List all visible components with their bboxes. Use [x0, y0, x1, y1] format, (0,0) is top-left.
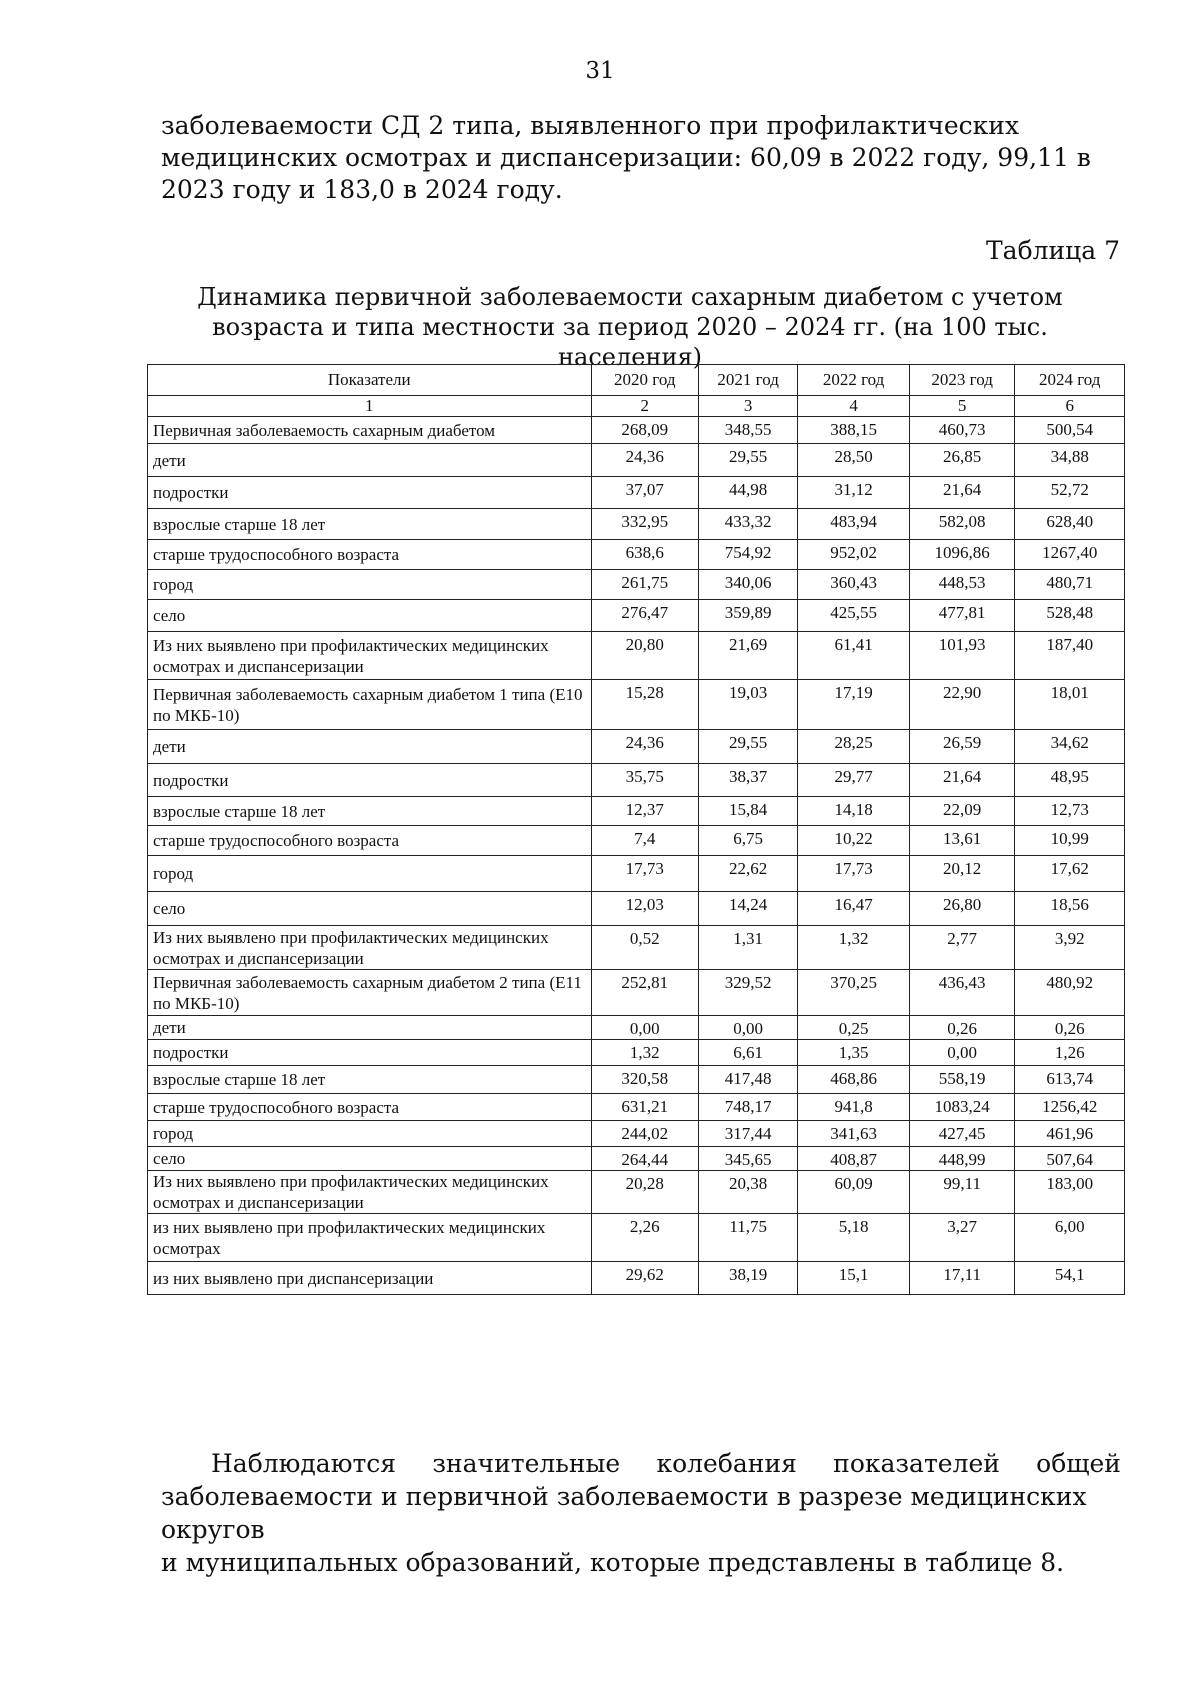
incidence-table [147, 364, 1125, 1295]
intro-paragraph: заболеваемости СД 2 типа, выявленного при профилактических медицинских осмотрах и диспансеризации: 60,09 в 2022 году, 99,11 в 2023 году и 183,0 в 2024 году. [161, 111, 1091, 204]
row-value: 20,28 [591, 1171, 699, 1214]
closing-word: показателей [833, 1449, 1000, 1478]
row-value: 558,19 [909, 1066, 1014, 1094]
page-number: 31 [585, 58, 615, 84]
row-value: 26,59 [909, 730, 1014, 764]
row-value: 748,17 [699, 1094, 798, 1121]
row-value: 19,03 [699, 680, 798, 730]
row-value: 754,92 [699, 540, 798, 570]
row-value: 613,74 [1015, 1066, 1125, 1094]
row-value: 15,84 [699, 797, 798, 826]
row-value: 18,56 [1015, 892, 1125, 926]
table-row [148, 1214, 1125, 1262]
row-value: 16,47 [798, 892, 910, 926]
row-label: село [148, 892, 592, 926]
row-value: 0,26 [909, 1016, 1014, 1040]
table-row [148, 1016, 1125, 1040]
row-value: 17,73 [798, 856, 910, 892]
closing-line-2: заболеваемости и первичной заболеваемости в разрезе медицинских округов [161, 1482, 1087, 1544]
row-value: 332,95 [591, 509, 699, 540]
row-value: 0,00 [699, 1016, 798, 1040]
row-value: 0,52 [591, 926, 699, 970]
closing-line-1 [211, 1447, 1121, 1480]
row-label: старше трудоспособного возраста [148, 826, 592, 856]
row-value: 417,48 [699, 1066, 798, 1094]
row-value: 60,09 [798, 1171, 910, 1214]
row-label: дети [148, 730, 592, 764]
row-label: взрослые старше 18 лет [148, 797, 592, 826]
row-label: из них выявлено при диспансеризации [148, 1262, 592, 1295]
row-value: 582,08 [909, 509, 1014, 540]
table-row [148, 1147, 1125, 1171]
row-value: 29,55 [699, 730, 798, 764]
row-value: 359,89 [699, 600, 798, 632]
row-label: подростки [148, 764, 592, 797]
table-row [148, 570, 1125, 600]
row-value: 21,64 [909, 764, 1014, 797]
table-row [148, 797, 1125, 826]
row-value: 52,72 [1015, 477, 1125, 509]
row-value: 26,80 [909, 892, 1014, 926]
row-value: 61,41 [798, 632, 910, 680]
row-value: 44,98 [699, 477, 798, 509]
row-value: 1,31 [699, 926, 798, 970]
table-row [148, 1121, 1125, 1147]
row-value: 38,37 [699, 764, 798, 797]
row-value: 0,00 [909, 1040, 1014, 1066]
row-label: Из них выявлено при профилактических медицинских осмотрах и диспансеризации [148, 632, 592, 680]
row-value: 101,93 [909, 632, 1014, 680]
row-value: 436,43 [909, 970, 1014, 1016]
row-value: 2,77 [909, 926, 1014, 970]
column-number: 4 [798, 396, 910, 417]
row-value: 1,32 [591, 1040, 699, 1066]
table-row [148, 509, 1125, 540]
row-value: 38,19 [699, 1262, 798, 1295]
table-row [148, 1262, 1125, 1295]
row-value: 17,73 [591, 856, 699, 892]
row-value: 7,4 [591, 826, 699, 856]
row-value: 183,00 [1015, 1171, 1125, 1214]
row-value: 320,58 [591, 1066, 699, 1094]
header-2022: 2022 год [798, 365, 910, 396]
row-label: подростки [148, 1040, 592, 1066]
row-value: 5,18 [798, 1214, 910, 1262]
table-row [148, 417, 1125, 444]
row-value: 24,36 [591, 444, 699, 477]
row-value: 20,12 [909, 856, 1014, 892]
closing-word: значительные [432, 1449, 621, 1478]
table-title-line-1: Динамика первичной заболеваемости сахарным диабетом с учетом [197, 283, 1063, 311]
row-value: 48,95 [1015, 764, 1125, 797]
table-row [148, 600, 1125, 632]
row-label: старше трудоспособного возраста [148, 540, 592, 570]
row-value: 54,1 [1015, 1262, 1125, 1295]
row-label: город [148, 570, 592, 600]
row-value: 29,55 [699, 444, 798, 477]
row-value: 1096,86 [909, 540, 1014, 570]
row-value: 12,03 [591, 892, 699, 926]
row-value: 252,81 [591, 970, 699, 1016]
row-value: 425,55 [798, 600, 910, 632]
row-value: 99,11 [909, 1171, 1014, 1214]
row-value: 631,21 [591, 1094, 699, 1121]
column-number: 1 [148, 396, 592, 417]
row-value: 468,86 [798, 1066, 910, 1094]
row-value: 3,92 [1015, 926, 1125, 970]
row-value: 20,80 [591, 632, 699, 680]
row-label: дети [148, 1016, 592, 1040]
row-value: 0,25 [798, 1016, 910, 1040]
row-label: Первичная заболеваемость сахарным диабетом 2 типа (Е11 по МКБ-10) [148, 970, 592, 1016]
row-label: село [148, 1147, 592, 1171]
row-label: из них выявлено при профилактических медицинских осмотрах [148, 1214, 592, 1262]
table-title-line-2: возраста и типа местности за период 2020 – 2024 гг. (на 100 тыс. населения) [212, 313, 1048, 371]
row-value: 348,55 [699, 417, 798, 444]
row-value: 34,88 [1015, 444, 1125, 477]
row-value: 29,62 [591, 1262, 699, 1295]
row-value: 14,24 [699, 892, 798, 926]
closing-paragraph [161, 1447, 1121, 1579]
row-value: 461,96 [1015, 1121, 1125, 1147]
row-value: 21,64 [909, 477, 1014, 509]
row-value: 15,28 [591, 680, 699, 730]
row-value: 345,65 [699, 1147, 798, 1171]
row-value: 483,94 [798, 509, 910, 540]
row-label: взрослые старше 18 лет [148, 1066, 592, 1094]
table-row [148, 1040, 1125, 1066]
row-value: 317,44 [699, 1121, 798, 1147]
table-row [148, 856, 1125, 892]
row-value: 500,54 [1015, 417, 1125, 444]
column-number: 5 [909, 396, 1014, 417]
row-value: 1267,40 [1015, 540, 1125, 570]
closing-line-3: и муниципальных образований, которые представлены в таблице 8. [161, 1548, 1065, 1577]
column-number: 3 [699, 396, 798, 417]
row-value: 14,18 [798, 797, 910, 826]
row-value: 31,12 [798, 477, 910, 509]
row-value: 26,85 [909, 444, 1014, 477]
table-row [148, 764, 1125, 797]
row-value: 360,43 [798, 570, 910, 600]
row-value: 35,75 [591, 764, 699, 797]
row-value: 370,25 [798, 970, 910, 1016]
row-value: 18,01 [1015, 680, 1125, 730]
table-row [148, 540, 1125, 570]
row-value: 628,40 [1015, 509, 1125, 540]
row-value: 276,47 [591, 600, 699, 632]
row-value: 22,90 [909, 680, 1014, 730]
row-value: 268,09 [591, 417, 699, 444]
table-row [148, 1066, 1125, 1094]
row-value: 0,26 [1015, 1016, 1125, 1040]
table-header-row [148, 365, 1125, 396]
row-label: Из них выявлено при профилактических медицинских осмотрах и диспансеризации [148, 926, 592, 970]
row-value: 12,73 [1015, 797, 1125, 826]
table-row [148, 632, 1125, 680]
row-label: Первичная заболеваемость сахарным диабетом [148, 417, 592, 444]
header-2020: 2020 год [591, 365, 699, 396]
row-value: 264,44 [591, 1147, 699, 1171]
row-value: 952,02 [798, 540, 910, 570]
row-label: город [148, 856, 592, 892]
row-value: 388,15 [798, 417, 910, 444]
row-value: 244,02 [591, 1121, 699, 1147]
row-value: 6,00 [1015, 1214, 1125, 1262]
row-value: 941,8 [798, 1094, 910, 1121]
header-2023: 2023 год [909, 365, 1014, 396]
row-value: 480,92 [1015, 970, 1125, 1016]
row-value: 460,73 [909, 417, 1014, 444]
row-value: 2,26 [591, 1214, 699, 1262]
row-value: 408,87 [798, 1147, 910, 1171]
row-value: 13,61 [909, 826, 1014, 856]
row-value: 528,48 [1015, 600, 1125, 632]
row-value: 477,81 [909, 600, 1014, 632]
row-value: 12,37 [591, 797, 699, 826]
table-row [148, 477, 1125, 509]
header-2021: 2021 год [699, 365, 798, 396]
row-value: 507,64 [1015, 1147, 1125, 1171]
row-value: 187,40 [1015, 632, 1125, 680]
row-label: Из них выявлено при профилактических медицинских осмотрах и диспансеризации [148, 1171, 592, 1214]
row-value: 6,75 [699, 826, 798, 856]
column-number: 2 [591, 396, 699, 417]
table-label: Таблица 7 [985, 236, 1120, 265]
row-value: 34,62 [1015, 730, 1125, 764]
row-value: 1083,24 [909, 1094, 1014, 1121]
row-value: 37,07 [591, 477, 699, 509]
row-value: 448,53 [909, 570, 1014, 600]
column-number-row [148, 396, 1125, 417]
table-title [150, 282, 1110, 372]
row-value: 261,75 [591, 570, 699, 600]
row-value: 17,19 [798, 680, 910, 730]
row-value: 15,1 [798, 1262, 910, 1295]
row-label: дети [148, 444, 592, 477]
row-value: 1,35 [798, 1040, 910, 1066]
table-row [148, 1094, 1125, 1121]
table-row [148, 680, 1125, 730]
row-value: 11,75 [699, 1214, 798, 1262]
row-label: старше трудоспособного возраста [148, 1094, 592, 1121]
row-value: 10,22 [798, 826, 910, 856]
row-value: 1256,42 [1015, 1094, 1125, 1121]
closing-word: общей [1036, 1449, 1121, 1478]
table-row [148, 892, 1125, 926]
header-2024: 2024 год [1015, 365, 1125, 396]
row-value: 0,00 [591, 1016, 699, 1040]
row-value: 427,45 [909, 1121, 1014, 1147]
row-value: 638,6 [591, 540, 699, 570]
closing-word: колебания [656, 1449, 797, 1478]
row-value: 329,52 [699, 970, 798, 1016]
table-row [148, 926, 1125, 970]
table-row [148, 444, 1125, 477]
row-value: 1,26 [1015, 1040, 1125, 1066]
row-value: 22,62 [699, 856, 798, 892]
row-label: город [148, 1121, 592, 1147]
row-label: село [148, 600, 592, 632]
row-value: 1,32 [798, 926, 910, 970]
row-value: 29,77 [798, 764, 910, 797]
row-value: 28,25 [798, 730, 910, 764]
row-value: 21,69 [699, 632, 798, 680]
row-value: 448,99 [909, 1147, 1014, 1171]
column-number: 6 [1015, 396, 1125, 417]
row-value: 340,06 [699, 570, 798, 600]
table-row [148, 1171, 1125, 1214]
row-value: 433,32 [699, 509, 798, 540]
table-row [148, 730, 1125, 764]
header-indicators: Показатели [148, 365, 592, 396]
row-value: 28,50 [798, 444, 910, 477]
closing-word: Наблюдаются [211, 1449, 397, 1478]
table-row [148, 970, 1125, 1016]
row-label: Первичная заболеваемость сахарным диабетом 1 типа (Е10 по МКБ-10) [148, 680, 592, 730]
row-label: подростки [148, 477, 592, 509]
row-value: 6,61 [699, 1040, 798, 1066]
table-row [148, 826, 1125, 856]
row-value: 3,27 [909, 1214, 1014, 1262]
row-value: 480,71 [1015, 570, 1125, 600]
row-value: 341,63 [798, 1121, 910, 1147]
row-value: 22,09 [909, 797, 1014, 826]
row-value: 24,36 [591, 730, 699, 764]
row-value: 17,62 [1015, 856, 1125, 892]
row-label: взрослые старше 18 лет [148, 509, 592, 540]
row-value: 17,11 [909, 1262, 1014, 1295]
row-value: 20,38 [699, 1171, 798, 1214]
row-value: 10,99 [1015, 826, 1125, 856]
